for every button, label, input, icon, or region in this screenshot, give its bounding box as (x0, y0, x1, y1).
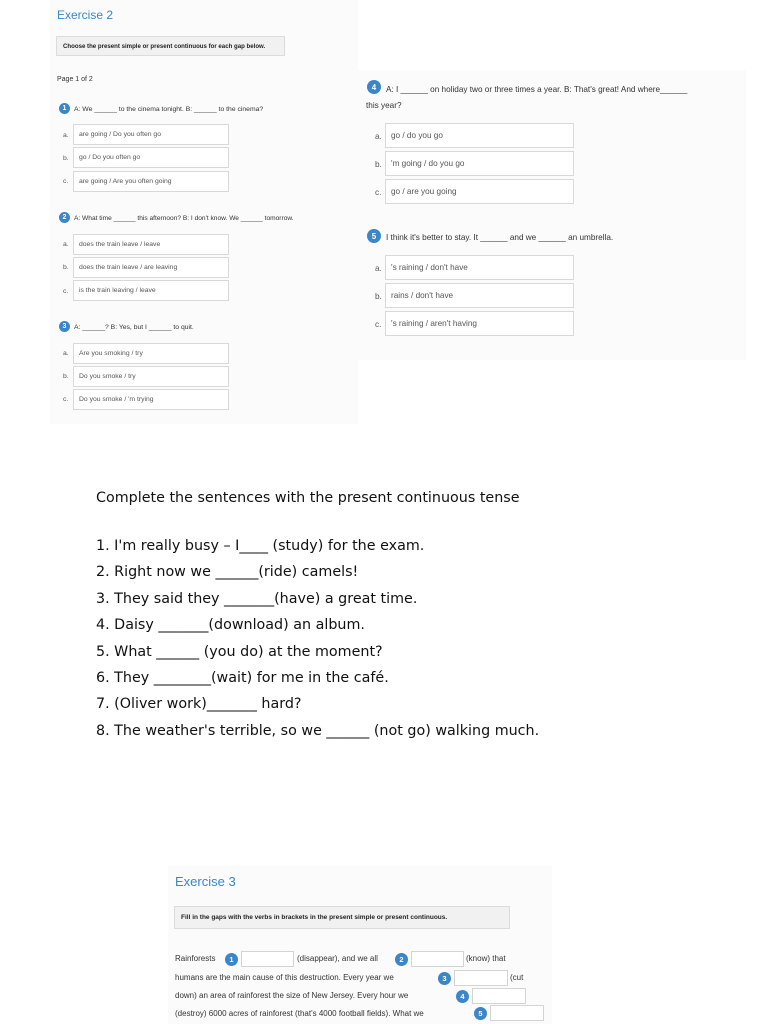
gap-input[interactable] (472, 988, 526, 1004)
answer-option[interactable]: does the train leave / leave (73, 234, 229, 255)
option-letter: c. (63, 396, 69, 403)
passage-text: down) an area of rainforest the size of New Jersey. Every hour we (175, 991, 409, 1000)
sentence-item: 2. Right now we ______(ride) camels! (96, 564, 359, 581)
question-text: A: What time ______ this afternoon? B: I don't know. We ______ tomorrow. (74, 215, 294, 222)
option-letter: b. (375, 292, 382, 301)
question-text: I think it's better to stay. It ______ and we ______ an umbrella. (386, 233, 614, 242)
answer-option[interactable]: go / Do you often go (73, 147, 229, 168)
gap-input[interactable] (490, 1005, 544, 1021)
present-continuous-section (96, 490, 539, 744)
sentence-item: 5. What ______ (you do) at the moment? (96, 643, 383, 660)
option-letter: c. (63, 288, 69, 295)
question-text: A: We ______ to the cinema tonight. B: ______ to the cinema? (74, 106, 264, 113)
question-number-badge: 4 (367, 80, 381, 94)
gap-number-badge: 4 (456, 990, 469, 1003)
gap-number-badge: 1 (225, 953, 238, 966)
exercise2-title: Exercise 2 (57, 8, 114, 22)
option-letter: a. (63, 132, 69, 139)
exercise3-instruction: Fill in the gaps with the verbs in brackets in the present simple or present continuous. (174, 906, 510, 929)
option-letter: a. (375, 264, 382, 273)
question-text: A: I ______ on holiday two or three times a year. B: That's great! And where______ (386, 85, 688, 94)
option-letter: a. (63, 350, 69, 357)
question-text: A: ______? B: Yes, but I ______ to quit. (74, 324, 194, 331)
option-letter: c. (63, 178, 69, 185)
option-letter: a. (375, 132, 382, 141)
sentence-item: 1. I'm really busy – I____ (study) for the exam. (96, 538, 425, 554)
answer-option[interactable]: are going / Are you often going (73, 171, 229, 192)
option-letter: b. (63, 373, 69, 380)
gap-input[interactable] (454, 970, 508, 986)
question-text-continued: this year? (366, 101, 402, 110)
gap-number-badge: 3 (438, 972, 451, 985)
gap-number-badge: 5 (474, 1007, 487, 1020)
gap-number-badge: 2 (395, 953, 408, 966)
page-indicator: Page 1 of 2 (57, 76, 93, 83)
sentence-item: 8. The weather's terrible, so we ______ (not go) walking much. (96, 722, 540, 739)
exercise3-title: Exercise 3 (175, 874, 236, 889)
answer-option[interactable]: 's raining / aren't having (385, 311, 574, 336)
gap-input[interactable] (411, 951, 464, 967)
answer-option[interactable]: 'm going / do you go (385, 151, 574, 176)
answer-option[interactable]: Do you smoke / try (73, 366, 229, 387)
passage-text: (disappear), and we all (297, 954, 378, 963)
answer-option[interactable]: go / do you go (385, 123, 574, 148)
option-letter: b. (63, 155, 69, 162)
answer-option[interactable]: is the train leaving / leave (73, 280, 229, 301)
option-letter: a. (63, 241, 69, 248)
sentence-item: 6. They ________(wait) for me in the café. (96, 669, 389, 686)
answer-option[interactable]: rains / don't have (385, 283, 574, 308)
option-letter: c. (375, 320, 382, 329)
answer-option[interactable]: Are you smoking / try (73, 343, 229, 364)
answer-option[interactable]: does the train leave / are leaving (73, 257, 229, 278)
passage-text: (cut (510, 973, 524, 982)
answer-option[interactable]: 's raining / don't have (385, 255, 574, 280)
passage-text: humans are the main cause of this destruction. Every year we (175, 973, 394, 982)
passage-text: (destroy) 6000 acres of rainforest (that's 4000 football fields). What we (175, 1009, 424, 1018)
passage-text: (know) that (466, 954, 506, 963)
question-number-badge: 1 (59, 103, 70, 114)
question-number-badge: 2 (59, 212, 70, 223)
exercise2-instruction: Choose the present simple or present continuous for each gap below. (56, 36, 285, 56)
section-heading: Complete the sentences with the present continuous tense (96, 490, 520, 506)
sentence-item: 4. Daisy _______(download) an album. (96, 617, 365, 634)
question-number-badge: 5 (367, 229, 381, 243)
answer-option[interactable]: Do you smoke / 'm trying (73, 389, 229, 410)
gap-input[interactable] (241, 951, 294, 967)
sentence-item: 3. They said they _______(have) a great time. (96, 590, 418, 607)
option-letter: c. (375, 188, 382, 197)
option-letter: b. (63, 264, 69, 271)
option-letter: b. (375, 160, 382, 169)
answer-option[interactable]: are going / Do you often go (73, 124, 229, 145)
question-number-badge: 3 (59, 321, 70, 332)
answer-option[interactable]: go / are you going (385, 179, 574, 204)
passage-text: Rainforests (175, 954, 216, 963)
sentence-item: 7. (Oliver work)_______ hard? (96, 696, 302, 713)
